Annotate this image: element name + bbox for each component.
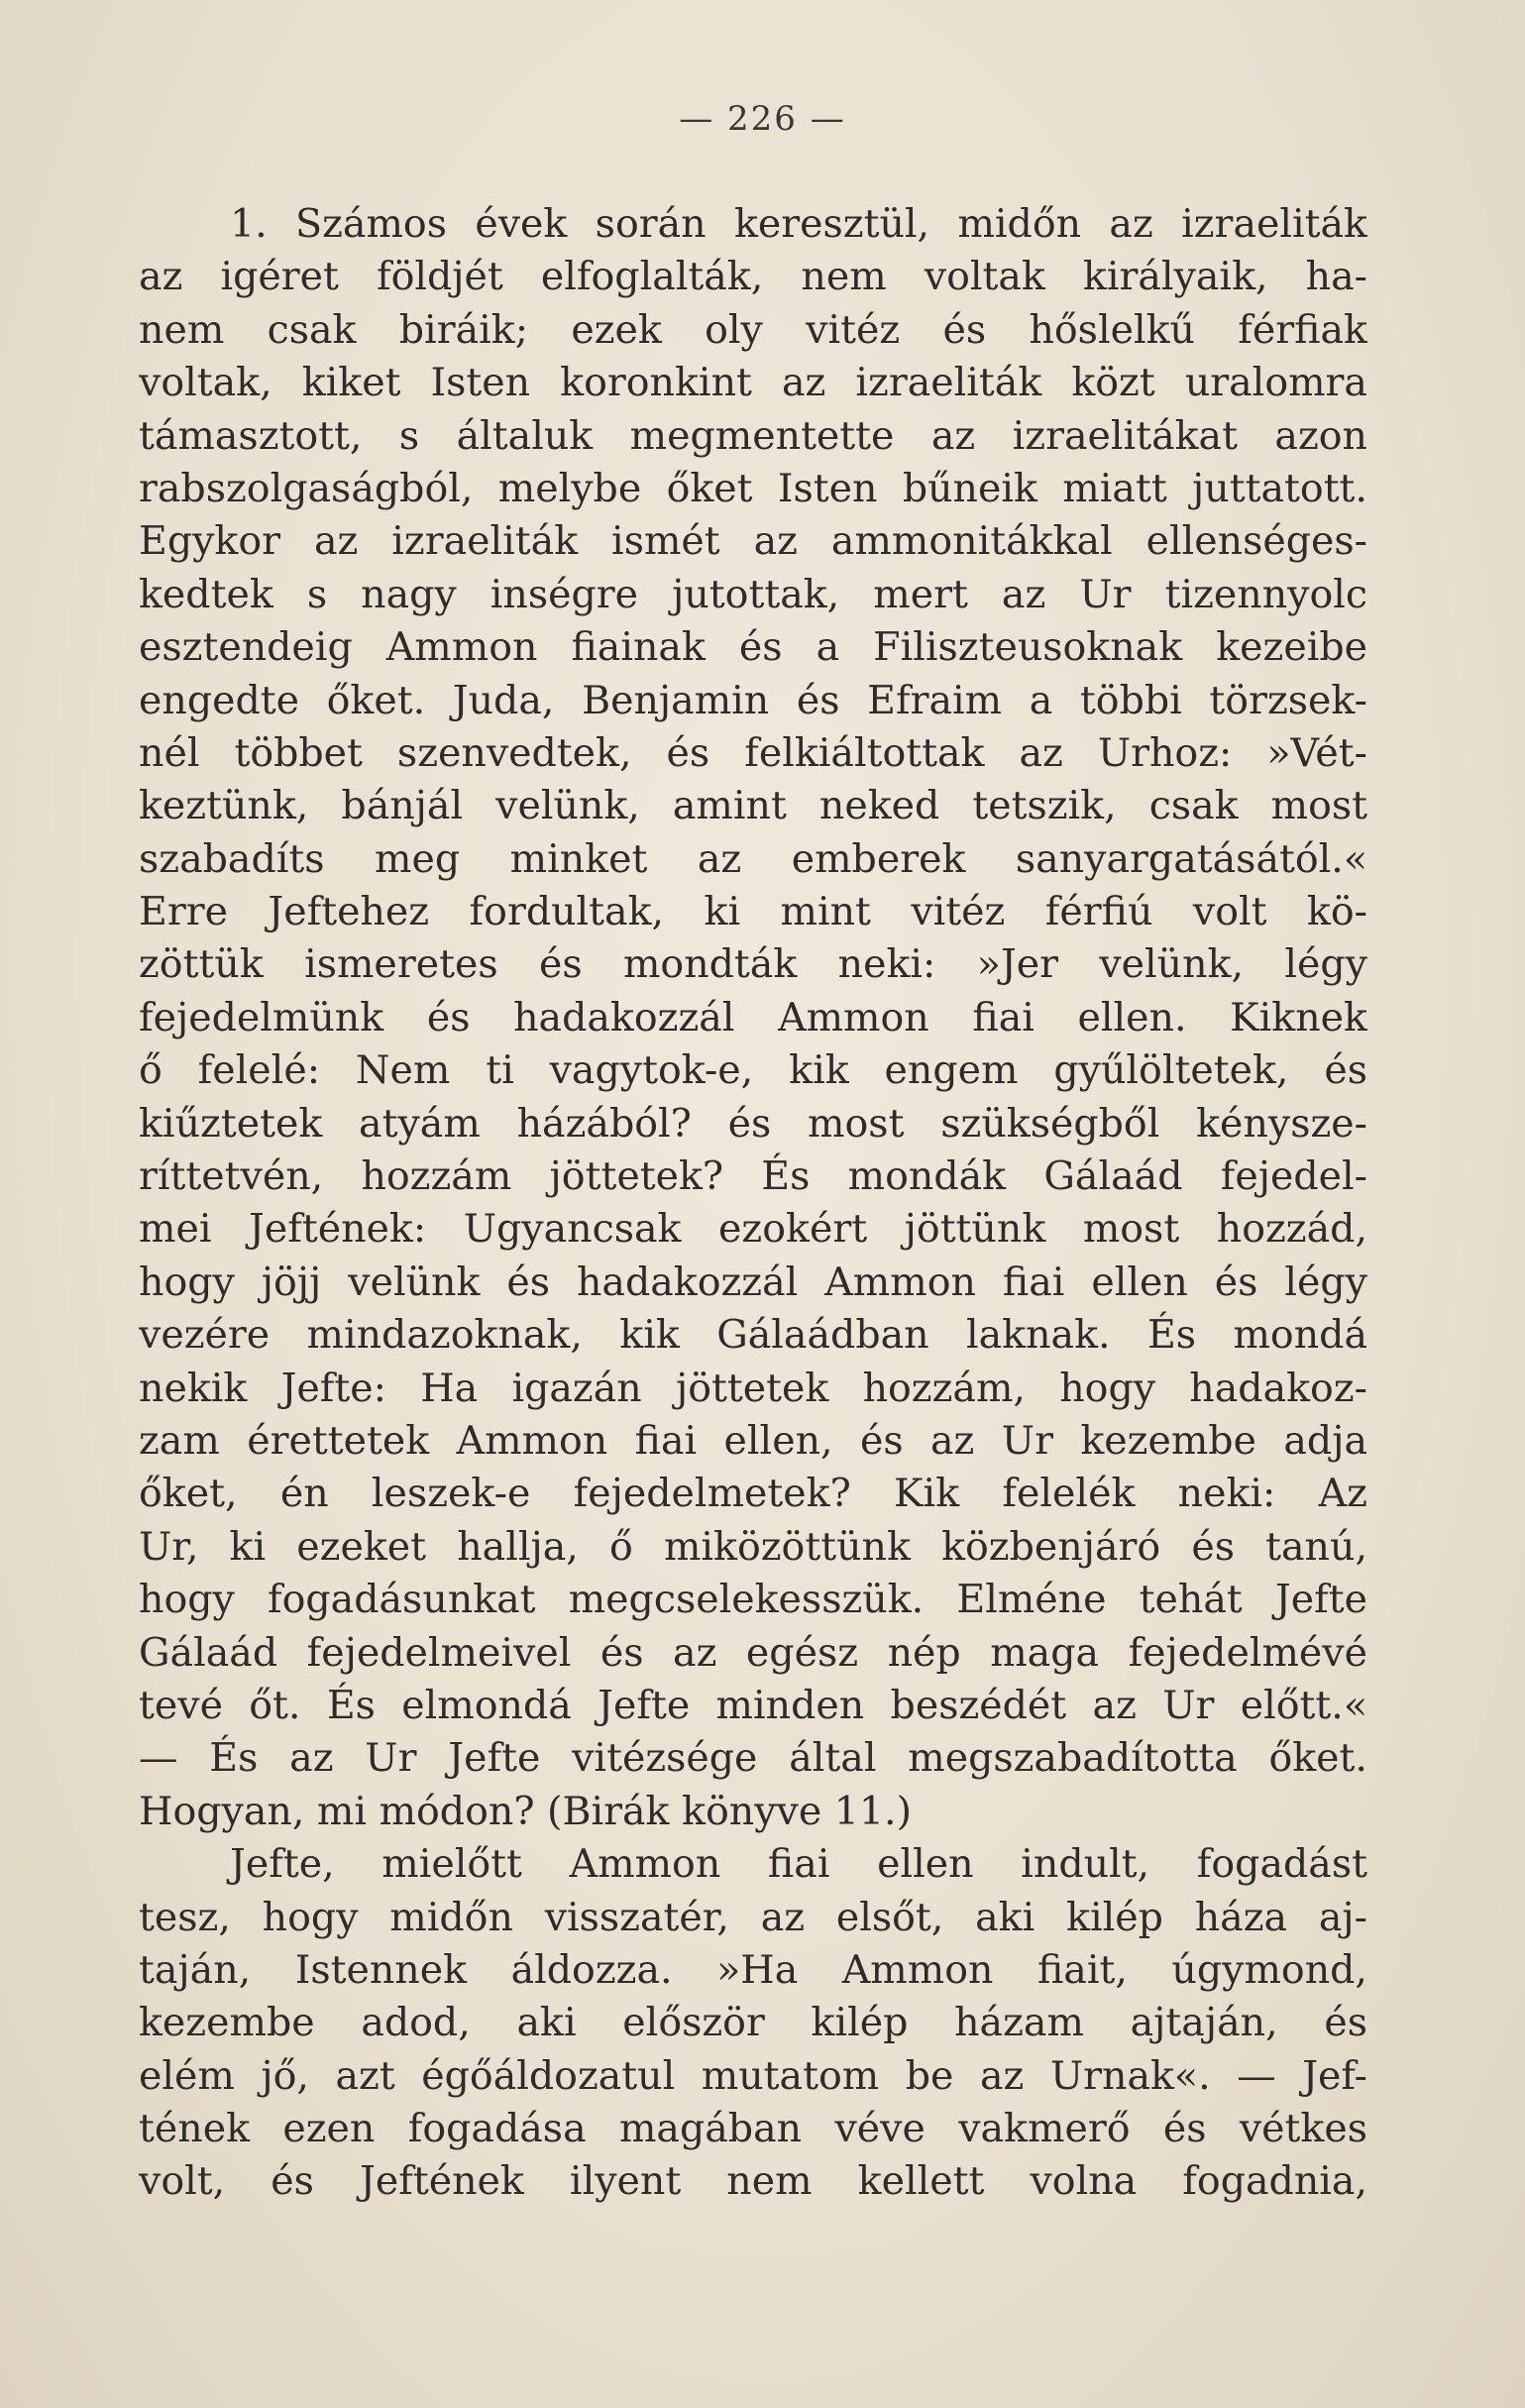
text-line: elém jő, azt égőáldozatul mutatom be az Urnak«. — Jef-	[139, 2052, 1367, 2099]
text-line: engedte őket. Juda, Benjamin és Efraim a többi törzsek-	[139, 677, 1367, 723]
text-line: támasztott, s általuk megmentette az izraelitákat azon	[139, 412, 1367, 459]
text-line: kedtek s nagy inségre jutottak, mert az Ur tizennyolc	[139, 571, 1367, 617]
text-line: kezembe adod, aki először kilép házam ajtaján, és	[139, 2000, 1367, 2046]
text-line: keztünk, bánjál velünk, amint neked tetszik, csak most	[139, 783, 1367, 829]
text-line: őket, én leszek-e fejedelmetek? Kik felelék neki: Az	[139, 1471, 1367, 1517]
text-line: Egykor az izraeliták ismét az ammonitákkal ellenséges-	[139, 518, 1367, 565]
text-line: hogy jöjj velünk és hadakozzál Ammon fiai ellen és légy	[139, 1259, 1367, 1305]
text-line: zöttük ismeretes és mondták neki: »Jer velünk, légy	[139, 941, 1367, 988]
text-line: Jefte, mielőtt Ammon fiai ellen indult, fogadást	[230, 1841, 1367, 1888]
text-line: esztendeig Ammon fiainak és a Filiszteusoknak kezeibe	[139, 624, 1367, 671]
text-line: 1. Számos évek során keresztül, midőn az izraeliták	[230, 201, 1367, 247]
text-line: ríttetvén, hozzám jöttetek? És mondák Gálaád fejedel-	[139, 1153, 1367, 1200]
text-line: az igéret földjét elfoglalták, nem voltak királyaik, ha-	[139, 254, 1367, 300]
text-line: hogy fogadásunkat megcselekesszük. Elméne tehát Jefte	[139, 1577, 1367, 1623]
text-line: taján, Istennek áldozza. »Ha Ammon fiait, úgymond,	[139, 1946, 1367, 1993]
text-line: Ur, ki ezeket hallja, ő miközöttünk közbenjáró és tanú,	[139, 1523, 1367, 1570]
text-line: vezére mindazoknak, kik Gálaádban laknak. És mondá	[139, 1312, 1367, 1359]
text-line: mei Jeftének: Ugyancsak ezokért jöttünk most hozzád,	[139, 1206, 1367, 1253]
text-line: — És az Ur Jefte vitézsége által megszabadította őket.	[139, 1735, 1367, 1782]
text-line: voltak, kiket Isten koronkint az izraeliták közt uralomra	[139, 360, 1367, 406]
body-text	[139, 198, 1367, 2209]
text-line: kiűztetek atyám házából? és most szükségből kénysze-	[139, 1100, 1367, 1147]
text-line: Hogyan, mi módon? (Birák könyve 11.)	[139, 1788, 912, 1834]
text-line: Erre Jeftehez fordultak, ki mint vitéz férfiú volt kö-	[139, 889, 1367, 935]
text-line: szabadíts meg minket az emberek sanyargatásától.«	[139, 835, 1367, 882]
text-line: ő felelé: Nem ti vagytok-e, kik engem gyűlöltetek, és	[139, 1047, 1367, 1094]
text-line: fejedelmünk és hadakozzál Ammon fiai ellen. Kiknek	[139, 994, 1367, 1040]
text-line: zam érettetek Ammon fiai ellen, és az Ur kezembe adja	[139, 1417, 1367, 1464]
text-line: volt, és Jeftének ilyent nem kellett volna fogadnia,	[139, 2158, 1367, 2205]
text-line: nekik Jefte: Ha igazán jöttetek hozzám, hogy hadakoz-	[139, 1365, 1367, 1411]
text-line: Gálaád fejedelmeivel és az egész nép maga fejedelmévé	[139, 1629, 1367, 1676]
text-line: rabszolgaságból, melybe őket Isten bűneik miatt juttatott.	[139, 465, 1367, 511]
text-line: tének ezen fogadása magában véve vakmerő és vétkes	[139, 2106, 1367, 2152]
text-line: nem csak biráik; ezek oly vitéz és hőslelkű férfiak	[139, 306, 1367, 353]
text-line: nél többet szenvedtek, és felkiáltottak az Urhoz: »Vét-	[139, 729, 1367, 776]
page-number: — 226 —	[679, 99, 846, 139]
text-line: tesz, hogy midőn visszatér, az elsőt, aki kilép háza aj-	[139, 1894, 1367, 1940]
text-line: tevé őt. És elmondá Jefte minden beszédét az Ur előtt.«	[139, 1682, 1367, 1728]
